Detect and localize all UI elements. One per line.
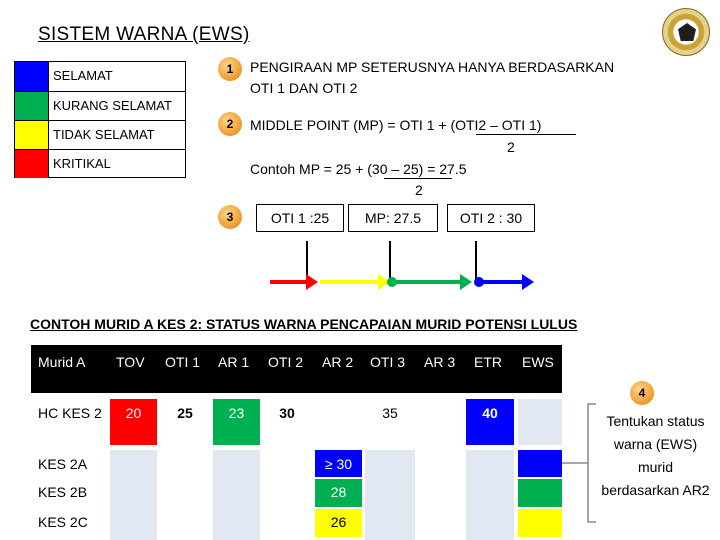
kes2b-ar2: 28 [330, 484, 347, 500]
callout-bracket [562, 400, 602, 530]
hc-etr: 40 [482, 405, 498, 421]
legend-label: TIDAK SELAMAT [53, 127, 155, 142]
hc-ews-cell [518, 399, 562, 445]
green-arrow-head [460, 274, 472, 290]
hc-oti1: 25 [177, 405, 193, 421]
row-kes2c-label: KES 2C [38, 514, 88, 530]
kes2b-ews-cell [518, 479, 562, 507]
table-heading: CONTOH MURID A KES 2: STATUS WARNA PENCAPAIAN MURID POTENSI LULUS [30, 316, 578, 332]
header-oti3: OTI 3 [370, 354, 406, 370]
legend-label: KURANG SELAMAT [53, 98, 172, 113]
row-hc-label: HC KES 2 [38, 405, 102, 421]
row-kes2b-label: KES 2B [38, 484, 88, 500]
step-2-badge: 2 [218, 112, 242, 136]
mp-formula: MIDDLE POINT (MP) = OTI 1 + (OTI2 – OTI 1) [250, 117, 542, 133]
emblem-logo [662, 8, 710, 56]
header-ar2: AR 2 [322, 354, 354, 370]
legend-label: SELAMAT [53, 68, 113, 83]
mp-example: Contoh MP = 25 + (30 – 25) = 27.5 [250, 161, 467, 177]
legend-row-selamat [15, 62, 185, 91]
kes2a-ews-cell [518, 450, 562, 477]
kes2a-ar2: ≥ 30 [324, 456, 353, 472]
hc-tov: 20 [125, 405, 142, 421]
step-3-badge: 3 [218, 205, 242, 229]
legend-row-kritikal [15, 149, 185, 178]
header-tov: TOV [116, 354, 145, 370]
kes2c-ews-cell [518, 509, 562, 537]
blue-arrow-head [522, 274, 534, 290]
legend-row-tidak-selamat [15, 120, 185, 149]
step-1-line1: PENGIRAAN MP SETERUSNYA HANYA BERDASARKAN [250, 59, 615, 75]
hc-oti3: 35 [382, 405, 398, 421]
hc-ar1: 23 [228, 405, 245, 421]
oti1-box: OTI 1 :25 [256, 204, 344, 232]
oti2-box: OTI 2 : 30 [447, 204, 535, 232]
fraction-bar [384, 178, 452, 179]
legend-swatch-blue [15, 62, 49, 91]
legend-swatch-red [15, 150, 49, 178]
header-etr: ETR [474, 354, 502, 370]
red-arrow-head [306, 274, 318, 290]
header-ar3: AR 3 [424, 354, 456, 370]
legend-label: KRITIKAL [53, 156, 111, 171]
mp-formula-denominator: 2 [507, 139, 515, 155]
mp-example-denominator: 2 [415, 182, 423, 198]
header-ews: EWS [522, 354, 554, 370]
slide-title: SISTEM WARNA (EWS) [38, 24, 250, 45]
step-4-badge: 4 [630, 381, 654, 405]
header-ar1: AR 1 [218, 354, 250, 370]
row-kes2a-label: KES 2A [38, 456, 88, 472]
color-legend [14, 61, 186, 178]
fraction-bar [476, 134, 576, 135]
mp-box: MP: 27.5 [348, 204, 438, 232]
step-1-badge: 1 [218, 57, 242, 81]
step-1-line2: OTI 1 DAN OTI 2 [250, 80, 358, 96]
legend-row-kurang-selamat [15, 91, 185, 120]
kes2c-ar2: 26 [330, 514, 347, 530]
header-oti1: OTI 1 [165, 354, 201, 370]
header-oti2: OTI 2 [268, 354, 304, 370]
legend-swatch-yellow [15, 121, 49, 149]
legend-swatch-green [15, 92, 49, 120]
header-murid-a: Murid A [38, 354, 86, 370]
step-4-instruction: Tentukan status warna (EWS) murid berdasarkan AR2 [601, 413, 710, 498]
hc-oti2: 30 [279, 405, 295, 421]
ews-range-arrows [270, 266, 540, 300]
